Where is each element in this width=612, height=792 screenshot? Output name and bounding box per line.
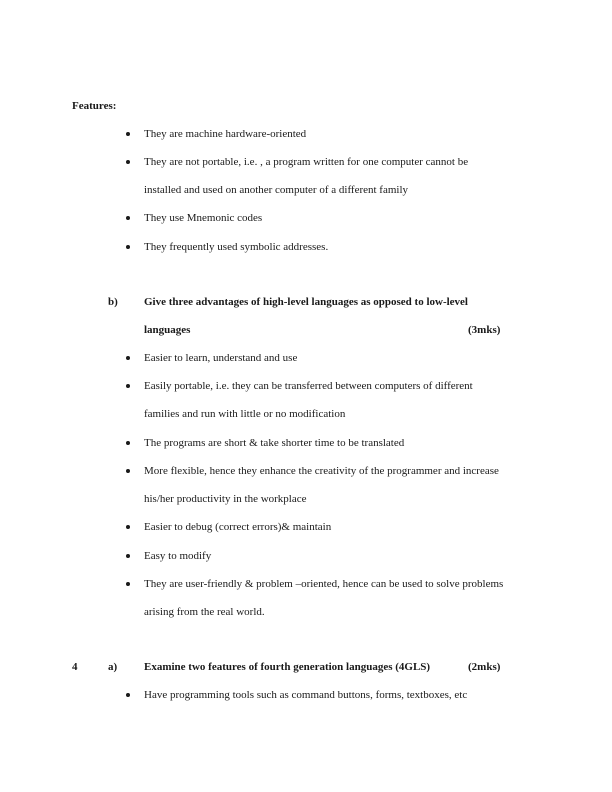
bullet-icon — [126, 132, 130, 136]
list-item: They are machine hardware-oriented — [144, 128, 307, 140]
question-label: a) — [108, 661, 118, 673]
marks-label: (3mks) — [468, 324, 501, 336]
question-text-continuation: languages — [144, 324, 191, 336]
list-item: More flexible, hence they enhance the creativity of the programmer and increase — [144, 465, 499, 477]
bullet-icon — [126, 384, 130, 388]
list-item: Easy to modify — [144, 550, 212, 562]
list-item: Easier to debug (correct errors)& maintain — [144, 521, 332, 533]
list-item: Easily portable, i.e. they can be transferred between computers of different — [144, 380, 473, 392]
list-item: They are not portable, i.e. , a program written for one computer cannot be — [144, 156, 469, 168]
list-item: Easier to learn, understand and use — [144, 352, 298, 364]
question-label: b) — [108, 296, 118, 308]
list-item: They frequently used symbolic addresses. — [144, 241, 329, 253]
bullet-icon — [126, 525, 130, 529]
list-item-continuation: arising from the real world. — [144, 606, 265, 618]
marks-label: (2mks) — [468, 661, 501, 673]
question-number: 4 — [72, 661, 78, 673]
bullet-icon — [126, 554, 130, 558]
list-item-continuation: installed and used on another computer of a different family — [144, 184, 409, 196]
bullet-icon — [126, 216, 130, 220]
list-item-continuation: families and run with little or no modification — [144, 408, 346, 420]
question-text: Give three advantages of high-level languages as opposed to low-level — [144, 296, 468, 308]
bullet-icon — [126, 356, 130, 360]
bullet-icon — [126, 469, 130, 473]
bullet-icon — [126, 582, 130, 586]
bullet-icon — [126, 441, 130, 445]
list-item: They use Mnemonic codes — [144, 212, 263, 224]
bullet-icon — [126, 245, 130, 249]
bullet-icon — [126, 160, 130, 164]
list-item: They are user-friendly & problem –oriented, hence can be used to solve problems — [144, 578, 504, 590]
features-heading: Features: — [72, 100, 117, 112]
bullet-icon — [126, 693, 130, 697]
list-item-continuation: his/her productivity in the workplace — [144, 493, 307, 505]
list-item: The programs are short & take shorter time to be translated — [144, 437, 405, 449]
list-item: Have programming tools such as command buttons, forms, textboxes, etc — [144, 689, 468, 701]
question-text: Examine two features of fourth generation languages (4GLS) — [144, 661, 431, 673]
